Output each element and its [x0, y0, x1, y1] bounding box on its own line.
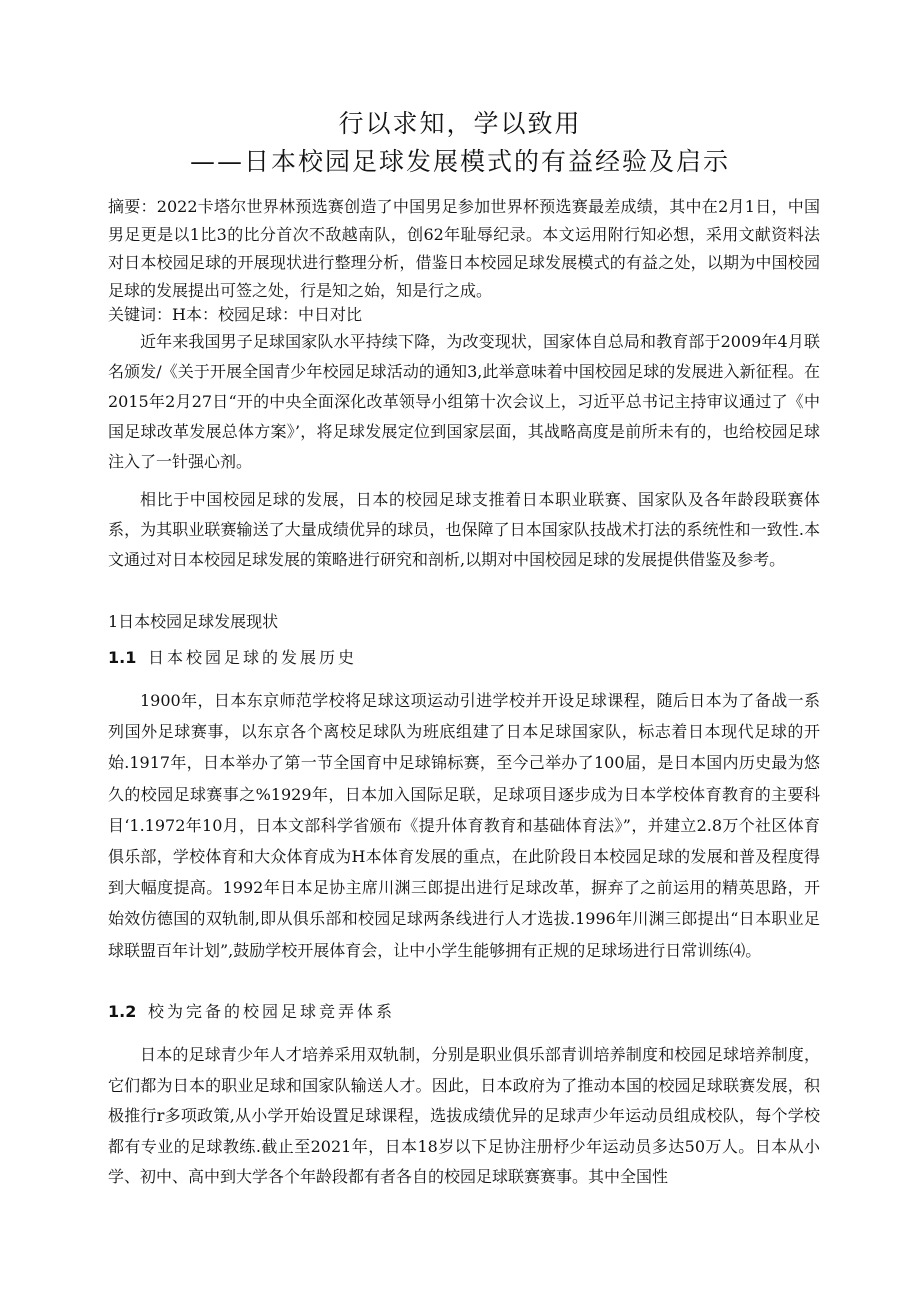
paragraph-intro-2: 相比于中国校园足球的发展，日本的校园足球支推着日本职业联赛、国家队及各年龄段联赛体系，为其职业联赛输送了大量成绩优异的球员，也保障了日本国家队技战术打法的系统性和一致性.本文通过对日本校园足球发展的策略进行研究和剖析,以期对中国校园足球的发展提供借鉴及参考。 — [108, 490, 820, 569]
subsection-number: 1.2 — [108, 1002, 137, 1021]
abstract: 摘要：2022卡塔尔世界林预选赛创造了中国男足参加世界杯预选赛最差成绩，其中在2月1日，中国男足更是以1比3的比分首次不敌越南队，创62年耻辱纪录。本文运用附行知必想，采用文献资料法对日本校园足球的开展现状进行整理分析，借鉴日本校园足球发展模式的有益之处，以期为中国校园足球的发展提出可签之处，行是知之始，知是行之成。 — [108, 197, 820, 300]
subsection-title: 校为完备的校园足球竞弄体系 — [148, 1002, 396, 1021]
subsection-title: 日本校园足球的发展历史 — [148, 648, 358, 667]
subsection-heading-1-2 — [108, 997, 820, 1027]
paragraph-history: 1900年，日本东京师范学校将足球这项运动引进学校并开设足球课程，随后日本为了备战一系列国外足球赛事，以东京各个离校足球队为班底组建了日本足球国家队，标志着日本现代足球的开始.1917年，日本举办了第一节全国育中足球锦标赛，至今己举办了100届，是日本国内历史最为悠久的校园足球赛事之%1929年，日本加入国际足联，足球项目逐步成为日本学校体育教育的主要科目‘1.1972年10月，日本文部科学省颁布《提升体育教育和基础体育法》”，并建立2.8万个社区体育俱乐部，学校体育和大众体育成为H本体育发展的重点，在此阶段日本校园足球的发展和普及程度得到大幅度提高。1992年日本足协主席川渊三郎提出进行足球改革，摒弃了之前运用的精英思路，开始效仿德国的双轨制,即从俱乐部和校园足球两条线进行人才选拔.1996年川渊三郎提出“日本职业足球联盟百年计划”,鼓励学校开展体育会，让中小学生能够拥有正规的足球场进行日常训练⑷。 — [108, 691, 820, 960]
section-heading-1: 1日本校园足球发展现状 — [108, 612, 279, 631]
keywords: 关键词：H本：校园足球：中日对比 — [108, 305, 362, 324]
subsection-number: 1.1 — [108, 648, 137, 667]
page-title: 行以求知，学以致用 — [338, 109, 582, 138]
page-subtitle: ——日本校园足球发展模式的有益经验及启示 — [189, 147, 730, 176]
subsection-heading-1-1 — [108, 643, 820, 673]
paragraph-intro-1: 近年来我国男子足球国家队水平持续下降，为改变现状，国家体自总局和教育部于2009年4月联名颁发/《关于开展全国青少年校园足球活动的通知3,此举意味着中国校园足球的发展进入新征程。在2015年2月27日“开的中央全面深化改革领导小组第十次会议上，习近平总书记主持审议通过了《中国足球改革发展总体方案》’，将足球发展定位到国家层面，其战略高度是前所未有的，也给校园足球注入了一针强心剂。 — [108, 332, 820, 471]
paragraph-competition-system: 日本的足球青少年人才培养采用双轨制，分别是职业俱乐部青训培养制度和校园足球培养制度，它们都为日本的职业足球和国家队输送人才。因此，日本政府为了推动本国的校园足球联赛发展，积极推行r多项政策,从小学开始设置足球课程，选拔成绩优异的足球声少年运动员组成校队，每个学校都有专业的足球教练.截止至2021年，日本18岁以下足协注册杼少年运动员多达50万人。日本从小学、初中、高中到大学各个年龄段都有者各自的校园足球联赛赛事。其中全国性 — [108, 1045, 820, 1186]
